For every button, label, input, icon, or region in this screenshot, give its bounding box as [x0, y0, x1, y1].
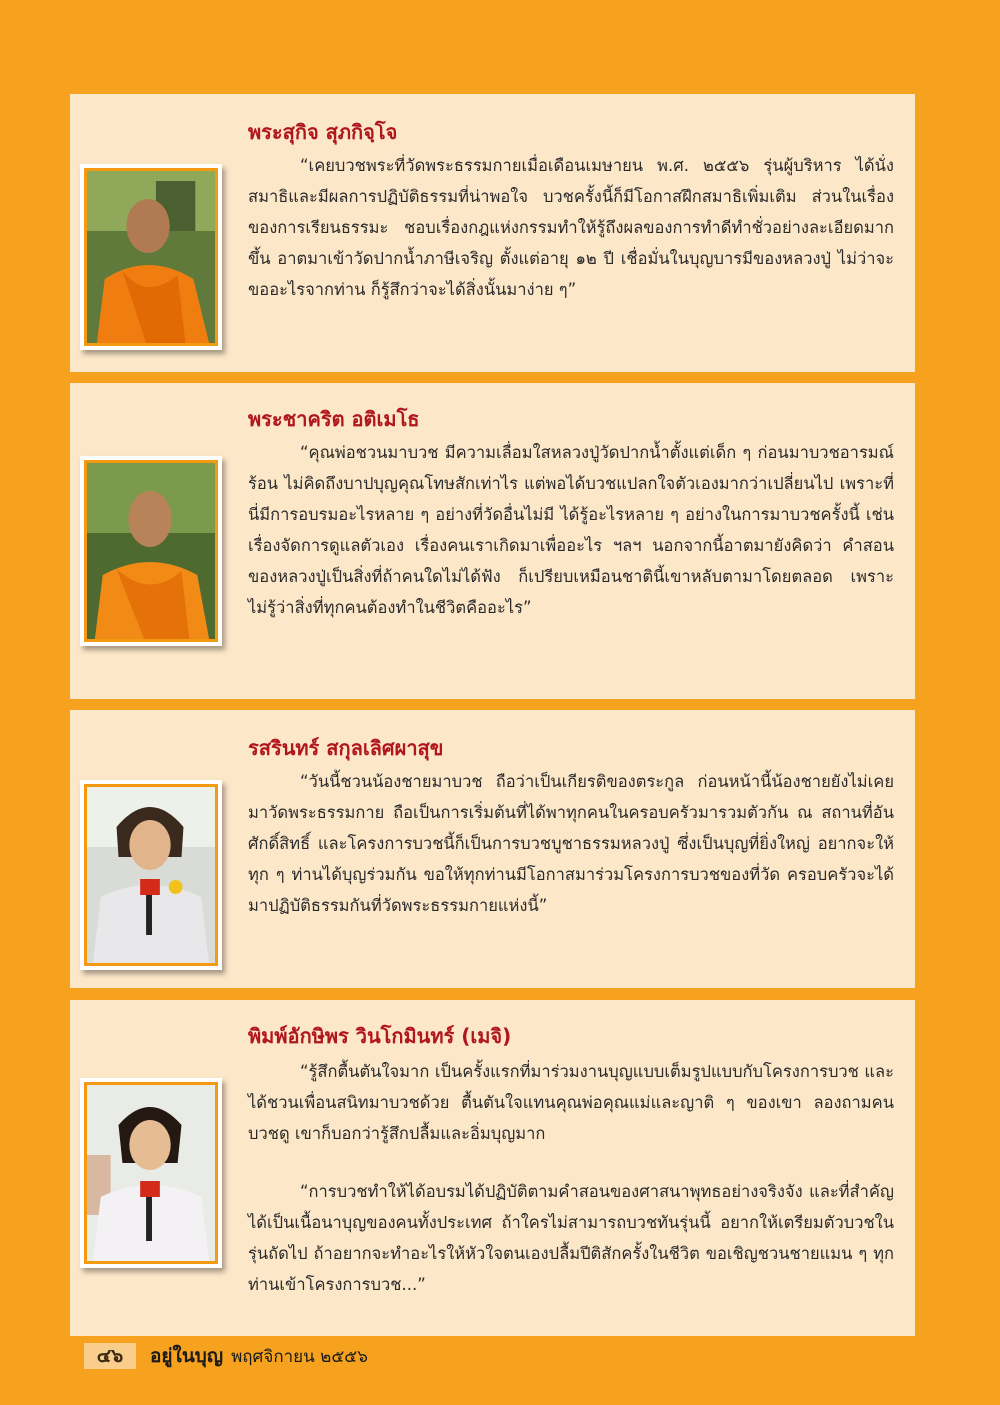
person-name: รสรินทร์ สกุลเลิศผาสุข [248, 736, 444, 760]
person-name: พระชาคริต อติเมโธ [248, 407, 420, 431]
person-name: พิมพ์อักษิพร วินโกมินทร์ (เมจิ) [248, 1024, 512, 1048]
testimonial-card-3 [70, 710, 915, 988]
issue-date: พฤศจิกายน ๒๕๕๖ [231, 1346, 368, 1367]
testimonial-text: “คุณพ่อชวนมาบวช มีความเลื่อมใสหลวงปู่วัดปากน้ำตั้งแต่เด็ก ๆ ก่อนมาบวชอารมณ์ร้อน ไม่คิดถึงบาปบุญคุณโทษสักเท่าไร แต่พอได้บวชแปลกใจตัวเองมากว่าเปลี่ยนไป เพราะที่นี่มีการอบรมอะไรหลาย ๆ อย่างที่วัดอื่นไม่มี ได้รู้อะไรหลาย ๆ อย่างในการมาบวชครั้งนี้ เช่น เรื่องจัดการดูแลตัวเอง เรื่องคนเราเกิดมาเพื่ออะไร ฯลฯ นอกจากนี้อาตมายังคิดว่า คำสอนของหลวงปู่เป็นสิ่งที่ถ้าคนใดไม่ได้ฟัง ก็เปรียบเหมือนชาตินี้เขาหลับตามาโดยตลอด เพราะไม่รู้ว่าสิ่งที่ทุกคนต้องทำในชีวิตคืออะไร” [248, 443, 894, 617]
testimonial-card-2 [70, 383, 915, 699]
testimonial-text: “รู้สึกตื้นตันใจมาก เป็นครั้งแรกที่มาร่วมงานบุญแบบเต็มรูปแบบกับโครงการบวช และได้ชวนเพื่อนสนิทมาบวชด้วย ตื้นตันใจแทนคุณพ่อคุณแม่และญาติ ๆ ของเขา ลองถามคนบวชดู เขาก็บอกว่ารู้สึกปลื้มและอิ่มบุญมาก [248, 1062, 894, 1143]
portrait-photo [80, 1078, 222, 1268]
portrait-photo [80, 164, 222, 350]
testimonial-text: “วันนี้ชวนน้องชายมาบวช ถือว่าเป็นเกียรติของตระกูล ก่อนหน้านี้น้องชายยังไม่เคยมาวัดพระธรรมกาย ถือเป็นการเริ่มต้นที่ได้พาทุกคนในครอบครัวมารวมตัวกัน ณ สถานที่อันศักดิ์สิทธิ์ และโครงการบวชนี้ก็เป็นการบวชบูชาธรรมหลวงปู่ ซึ่งเป็นบุญที่ยิ่งใหญ่ อยากจะให้ทุก ๆ ท่านได้บุญร่วมกัน ขอให้ทุกท่านมีโอกาสมาร่วมโครงการบวชของที่วัด ครอบครัวจะได้มาปฏิบัติธรรมกันที่วัดพระธรรมกายแห่งนี้” [248, 772, 894, 915]
person-name: พระสุกิจ สุภกิจฺโจ [248, 120, 398, 144]
testimonial-card-4 [70, 1000, 915, 1336]
page-footer [84, 1341, 368, 1371]
magazine-title: อยู่ในบุญ [150, 1345, 224, 1367]
page-number: ๔๖ [84, 1343, 136, 1369]
testimonial-card-1 [70, 94, 915, 372]
testimonial-text: “เคยบวชพระที่วัดพระธรรมกายเมื่อเดือนเมษายน พ.ศ. ๒๕๕๖ รุ่นผู้บริหาร ได้นั่งสมาธิและมีผลการปฏิบัติธรรมที่น่าพอใจ บวชครั้งนี้ก็มีโอกาสฝึกสมาธิเพิ่มเติม ส่วนในเรื่องของการเรียนธรรมะ ชอบเรื่องกฎแห่งกรรมทำให้รู้ถึงผลของการทำดีทำชั่วอย่างละเอียดมากขึ้น อาตมาเข้าวัดปากน้ำภาษีเจริญ ตั้งแต่อายุ ๑๒ ปี เชื่อมั่นในบุญบารมีของหลวงปู่ ไม่ว่าจะขออะไรจากท่าน ก็รู้สึกว่าจะได้สิ่งนั้นมาง่าย ๆ” [248, 156, 894, 299]
testimonial-text: “การบวชทำให้ได้อบรมได้ปฏิบัติตามคำสอนของศาสนาพุทธอย่างจริงจัง และที่สำคัญได้เป็นเนื้อนาบุญของคนทั้งประเทศ ถ้าใครไม่สามารถบวชทันรุ่นนี้ อยากให้เตรียมตัวบวชในรุ่นถัดไป ถ้าอยากจะทำอะไรให้หัวใจตนเองปลื้มปีติสักครั้งในชีวิต ขอเชิญชวนชายแมน ๆ ทุกท่านเข้าโครงการบวช...” [248, 1182, 894, 1294]
portrait-photo [80, 456, 222, 646]
portrait-photo [80, 780, 222, 970]
